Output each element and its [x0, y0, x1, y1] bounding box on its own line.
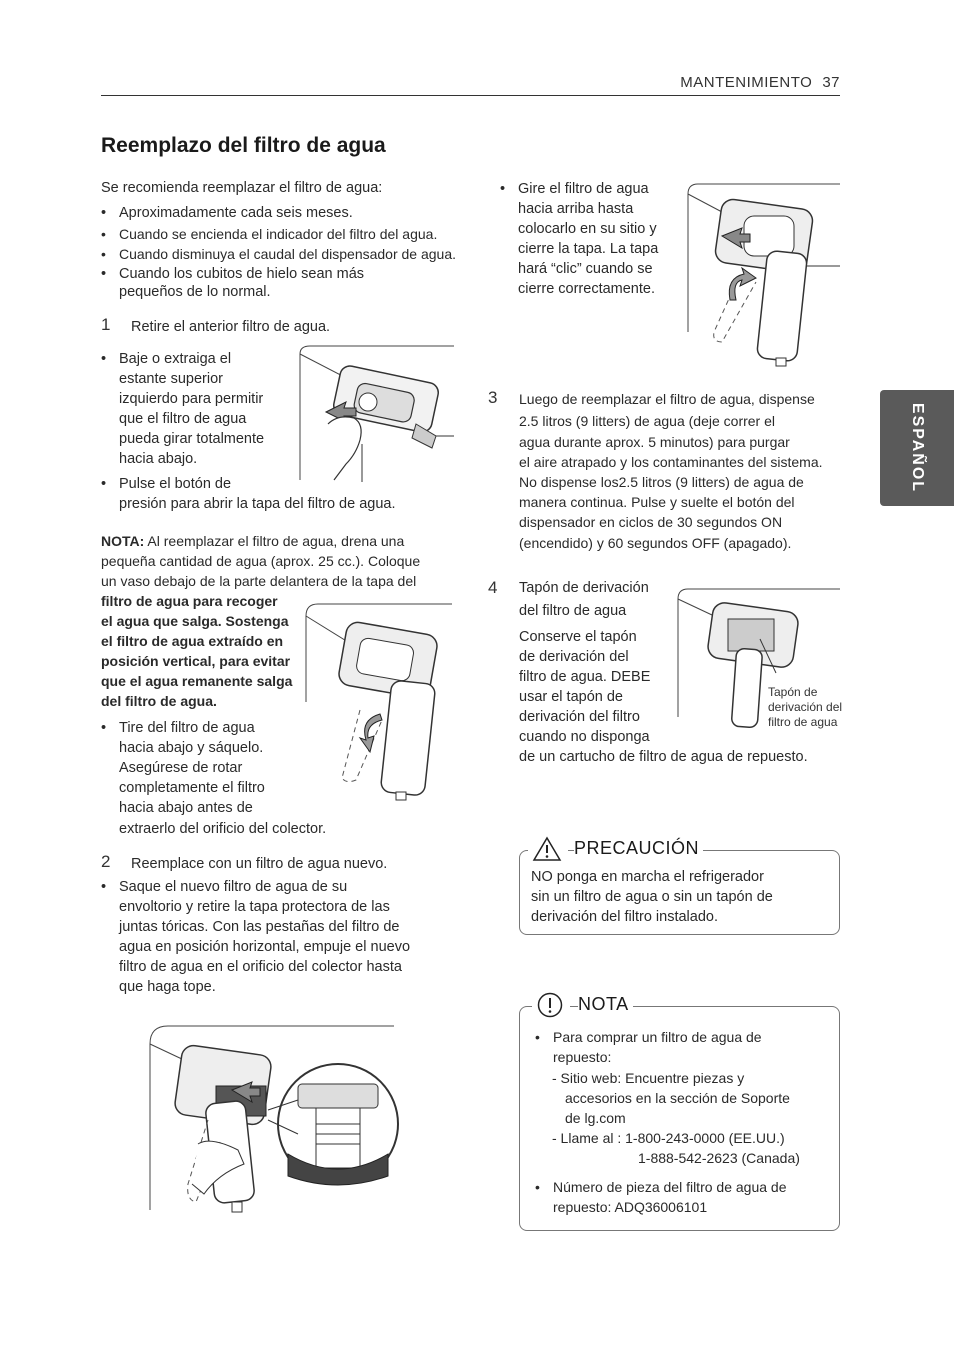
step3-line: 2.5 litros (9 litters) de agua (deje correr el: [519, 413, 775, 429]
step3-line: No dispense los2.5 litros (9 litters) de agua de: [519, 474, 804, 490]
illustration-press-button: [298, 344, 456, 484]
step-number: 4: [488, 578, 498, 597]
step3-line: agua durante aprox. 5 minutos) para purgar: [519, 434, 790, 450]
nota-inline-line: que el agua remanente salga: [101, 673, 293, 689]
note-bullet: • Número de pieza del filtro de agua de repuesto: ADQ36006101: [535, 1177, 786, 1217]
nota-inline-line: filtro de agua para recoger: [101, 593, 278, 609]
step3-line: el aire atrapado y los contaminantes del sistema.: [519, 454, 823, 470]
info-circle-icon: [532, 991, 570, 1019]
nota-inline-line: del filtro de agua.: [101, 693, 217, 709]
header-rule: [101, 95, 840, 96]
caution-title: PRECAUCIÓN: [574, 838, 703, 859]
note-website: - Sitio web: Encuentre piezas y accesorios en la sección de Soporte de lg.com: [552, 1070, 790, 1126]
step4-heading: del filtro de agua: [519, 603, 627, 619]
illustration-rotate-up: [686, 182, 842, 367]
intro-item: • Cuando disminuya el caudal del dispensador de agua.: [101, 244, 456, 264]
running-header: [680, 74, 840, 91]
step1-text: Retire el anterior filtro de agua.: [131, 319, 331, 335]
language-tab: [880, 390, 954, 506]
language-tab-label: ESPAÑOL: [909, 402, 926, 494]
nota-inline-line: pequeña cantidad de agua (aprox. 25 cc.). Coloque: [101, 553, 421, 569]
page-number: 37: [822, 74, 840, 91]
nota-inline-line: NOTA: Al reemplazar el filtro de agua, drena una: [101, 533, 405, 549]
step-number: 1: [101, 315, 111, 334]
step1-bullet2: • Pulse el botón de presión para abrir la tapa del filtro de agua.: [101, 474, 395, 514]
step3-line: manera continua. Pulse y suelte el botón del: [519, 494, 795, 510]
nota-inline-line: posición vertical, para evitar: [101, 653, 291, 669]
step1-bullet1: • Baje o extraiga el estante superior izquierdo para permitir que el filtro de agua pueda girar totalmente hacia abajo.: [101, 349, 264, 469]
intro-lead: Se recomienda reemplazar el filtro de agua:: [101, 180, 383, 196]
step3-line: dispensador en ciclos de 30 segundos ON: [519, 514, 783, 530]
step4-body: Conserve el tapón de derivación del filtro de agua. DEBE usar el tapón de derivación del filtro cuando no disponga de un cartucho de filtro de agua de repuesto.: [519, 629, 808, 765]
note-bullet: • Para comprar un filtro de agua de repuesto:: [535, 1027, 762, 1067]
nota-inline-line: un vaso debajo de la parte delantera de la tapa del: [101, 573, 417, 589]
illustration-pull-filter: [304, 602, 454, 807]
step-number: 3: [488, 388, 498, 407]
note-phone: - Llame al : 1-800-243-0000 (EE.UU.) 1-888-542-2623 (Canada): [552, 1130, 800, 1166]
intro-item: • Cuando los cubitos de hielo sean más: [101, 264, 364, 284]
intro-item: • Cuando se encienda el indicador del filtro del agua.: [101, 224, 437, 244]
warning-triangle-icon: [528, 836, 568, 862]
caution-body: NO ponga en marcha el refrigerador sin un filtro de agua o sin un tapón de derivación del filtro instalado.: [531, 869, 773, 925]
note-title: NOTA: [578, 994, 633, 1015]
section-name: MANTENIMIENTO: [680, 74, 813, 91]
nota-inline-line: el filtro de agua extraído en: [101, 633, 284, 649]
step1-bullet3: • Tire del filtro de agua hacia abajo y sáquelo. Asegúrese de rotar completamente el filtro hacia abajo antes de extraerlo del orificio del colector.: [101, 718, 326, 839]
step3-line: (encendido) y 60 segundos OFF (apagado).: [519, 535, 792, 551]
step4-heading: Tapón de derivación: [519, 580, 649, 596]
nota-inline-line: el agua que salga. Sostenga: [101, 613, 289, 629]
illustration-insert-filter: [148, 1024, 398, 1214]
intro-item-cont: pequeños de lo normal.: [119, 284, 271, 300]
page-title: Reemplazo del filtro de agua: [101, 134, 386, 157]
step3-line: Luego de reemplazar el filtro de agua, dispense: [519, 391, 815, 407]
step2-text: Reemplace con un filtro de agua nuevo.: [131, 856, 388, 872]
right-bullet-close-cover: • Gire el filtro de agua hacia arriba hasta colocarlo en su sitio y cierre la tapa. La tapa hará “clic” cuando se cierre correctamente.: [500, 179, 658, 299]
bypass-plug-callout: Tapón de derivación del filtro de agua: [768, 685, 843, 729]
step-number: 2: [101, 852, 111, 871]
step2-bullet: • Saque el nuevo filtro de agua de su envoltorio y retire la tapa protectora de las juntas tóricas. Con las pestañas del filtro de agua en posición horizontal, empuje el nuevo filtro de agua en el orificio del colector hasta que haga tope.: [101, 877, 410, 997]
intro-item: • Aproximadamente cada seis meses.: [101, 203, 353, 223]
